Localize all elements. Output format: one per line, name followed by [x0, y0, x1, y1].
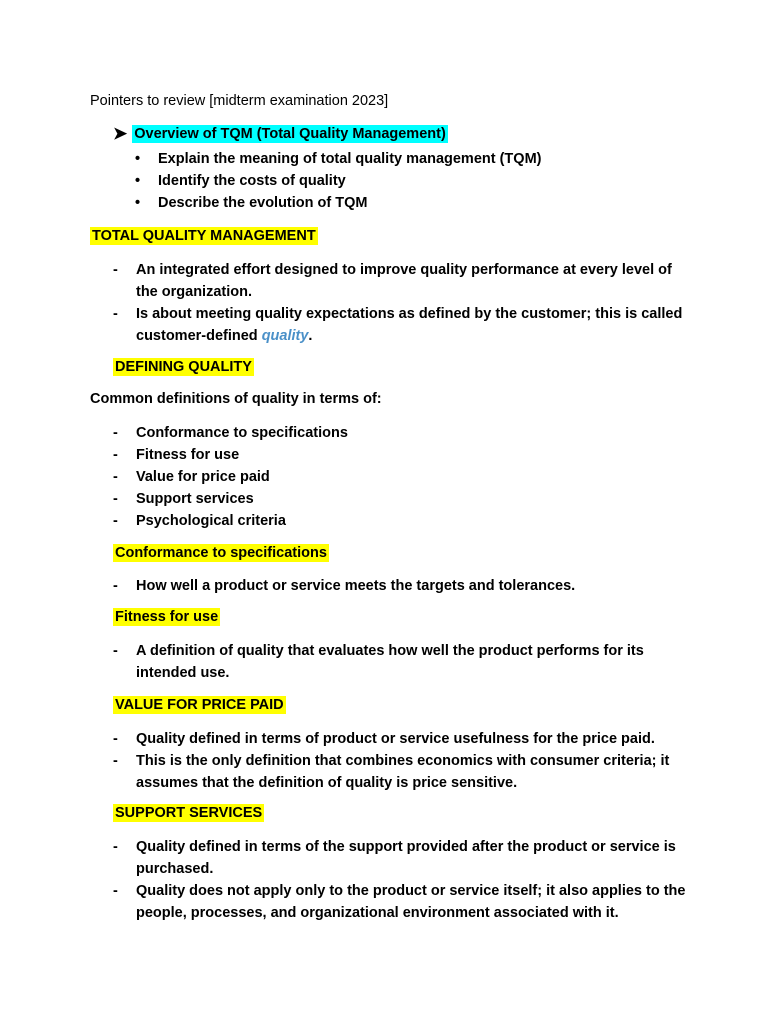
list-item: - Quality defined in terms of product or service usefulness for the price paid. [113, 728, 669, 750]
section-heading-support [113, 805, 264, 821]
list-item: - Fitness for use [113, 444, 348, 466]
list-item: - How well a product or service meets the targets and tolerances. [113, 575, 575, 597]
section-heading-conformance [113, 545, 329, 561]
conformance-heading-text: Conformance to specifications [115, 545, 327, 561]
support-p1-line2: purchased. [136, 861, 214, 877]
tqm-p2-line2-suffix: . [308, 328, 313, 344]
tqm-p2-line2-prefix: customer-defined [136, 328, 262, 344]
support-heading-text: SUPPORT SERVICES [115, 805, 263, 821]
section-heading-value [113, 697, 286, 713]
list-item [113, 750, 669, 794]
value-list [113, 728, 669, 794]
list-item [113, 640, 644, 684]
list-item: - Support services [113, 488, 348, 510]
conformance-list [113, 575, 575, 597]
fitness-list [113, 640, 644, 684]
overview-heading: Overview of TQM (Total Quality Management) [134, 125, 446, 142]
support-p1-line1: Quality defined in terms of the support provided after the product or service is [136, 839, 676, 855]
value-p2-line2: assumes that the definition of quality is price sensitive. [136, 775, 518, 791]
quality-link-text: quality [261, 328, 309, 344]
list-item [113, 303, 682, 347]
support-list [113, 836, 685, 924]
tqm-heading-text: TOTAL QUALITY MANAGEMENT [92, 228, 316, 244]
tqm-list [113, 259, 682, 347]
list-item: - Psychological criteria [113, 510, 348, 532]
list-item: - Value for price paid [113, 466, 348, 488]
tqm-p1-line2: the organization. [136, 284, 252, 300]
list-item: • Identify the costs of quality [135, 170, 541, 192]
value-p2-line1: This is the only definition that combines economics with consumer criteria; it [136, 753, 670, 769]
defining-heading-text: DEFINING QUALITY [115, 359, 252, 375]
list-item: - Conformance to specifications [113, 422, 348, 444]
fitness-p1-line1: A definition of quality that evaluates how well the product performs for its [136, 643, 644, 659]
list-item [113, 259, 682, 303]
list-item: • Describe the evolution of TQM [135, 192, 541, 214]
doc-title: Pointers to review [midterm examination 2023] [90, 93, 389, 109]
overview-heading-row [113, 124, 448, 144]
section-heading-defining [113, 359, 254, 375]
section-heading-fitness [113, 609, 220, 625]
defining-intro: Common definitions of quality in terms of: [90, 391, 382, 407]
fitness-p1-line2: intended use. [136, 665, 230, 681]
arrow-bullet-icon: ➤ [113, 124, 128, 143]
list-item: • Explain the meaning of total quality management (TQM) [135, 148, 541, 170]
section-heading-tqm [90, 228, 318, 244]
list-item [113, 880, 685, 924]
fitness-heading-text: Fitness for use [115, 609, 219, 625]
support-p2-line1: Quality does not apply only to the product or service itself; it also applies to the [136, 883, 686, 899]
support-p2-line2: people, processes, and organizational environment associated with it. [136, 905, 619, 921]
defining-list [113, 422, 348, 532]
tqm-p2-line1: Is about meeting quality expectations as defined by the customer; this is called [136, 306, 683, 322]
list-item [113, 836, 685, 880]
tqm-p1-line1: An integrated effort designed to improve quality performance at every level of [136, 262, 672, 278]
overview-points-list [135, 148, 541, 214]
value-heading-text: VALUE FOR PRICE PAID [115, 697, 284, 713]
